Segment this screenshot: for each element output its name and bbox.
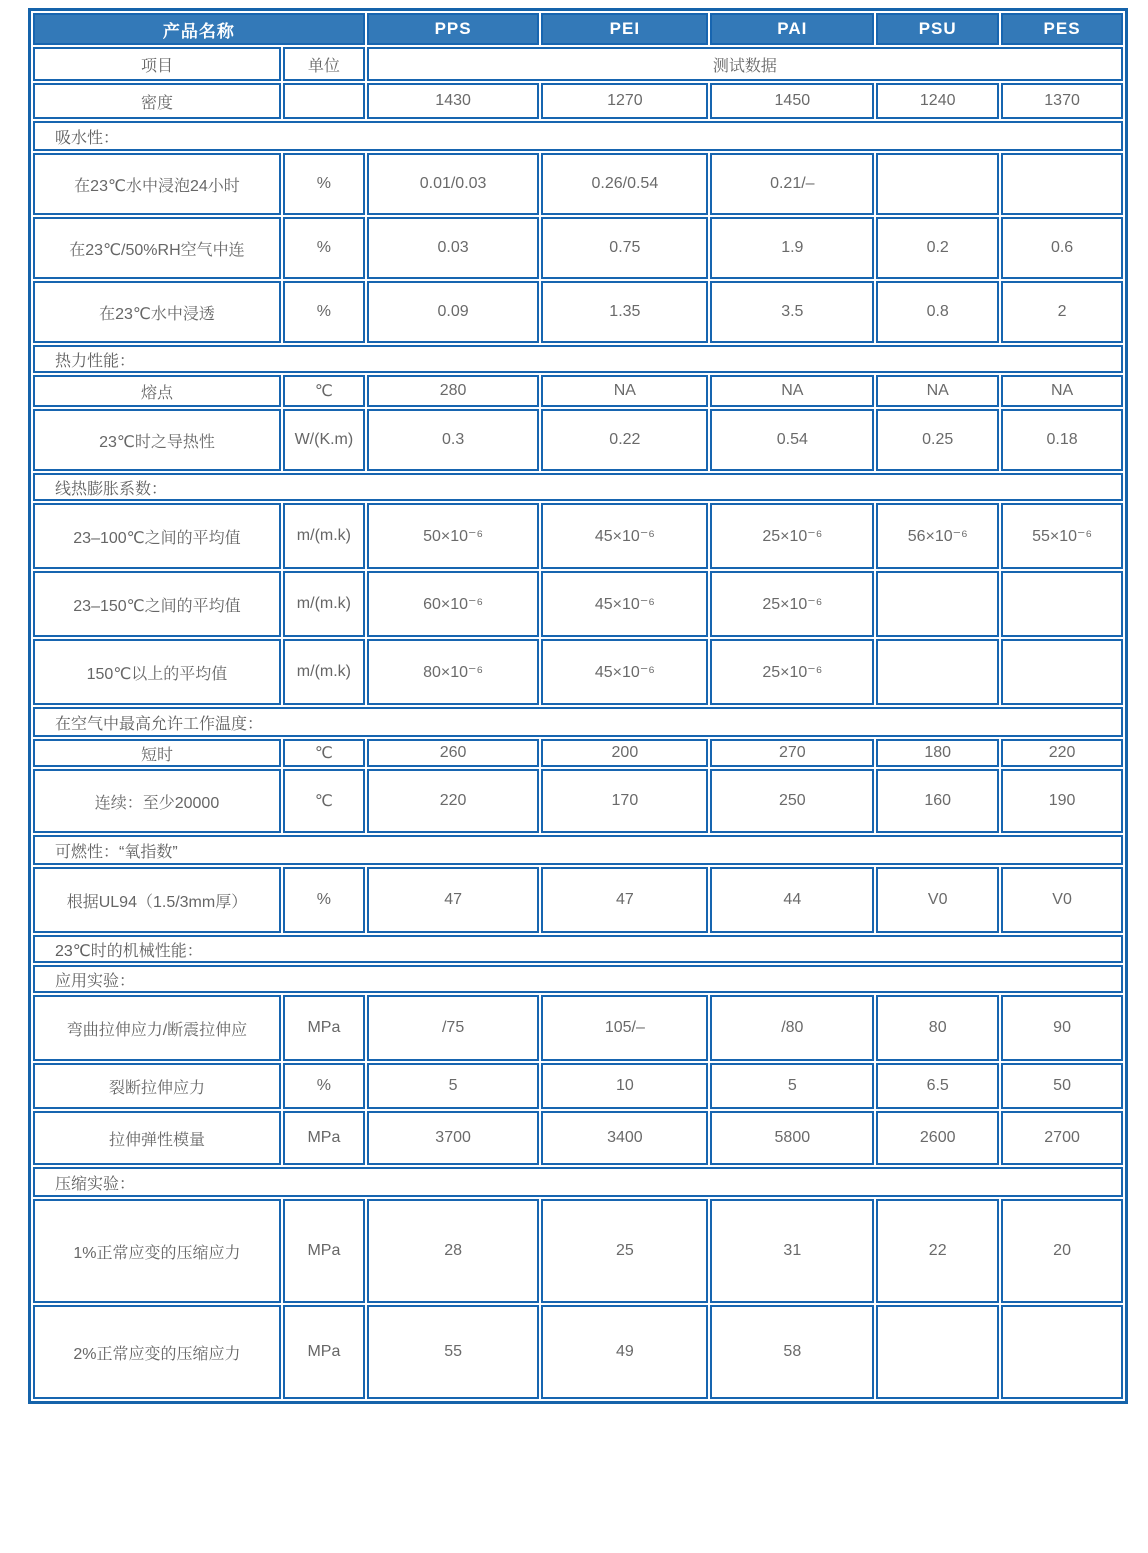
value-cell bbox=[1001, 639, 1123, 705]
table-header-row bbox=[33, 13, 1123, 45]
value-cell: 44 bbox=[710, 867, 874, 933]
row-label-cell: 23℃时之导热性 bbox=[33, 409, 281, 471]
table-row-short-term bbox=[33, 739, 1123, 767]
row-label-cell: 在23℃/50%RH空气中连 bbox=[33, 217, 281, 279]
value-cell: 220 bbox=[1001, 739, 1123, 767]
table-row-expansion-23-100 bbox=[33, 503, 1123, 569]
value-cell: 260 bbox=[367, 739, 539, 767]
value-cell: 0.54 bbox=[710, 409, 874, 471]
value-cell: 270 bbox=[710, 739, 874, 767]
value-cell: NA bbox=[1001, 375, 1123, 407]
value-cell: 220 bbox=[367, 769, 539, 833]
unit-cell: MPa bbox=[283, 995, 365, 1061]
section-row bbox=[33, 473, 1123, 501]
value-cell: 25 bbox=[541, 1199, 708, 1303]
column-header-pei: PEI bbox=[541, 13, 708, 45]
value-cell: 25×10⁻⁶ bbox=[710, 571, 874, 637]
value-cell: 0.2 bbox=[876, 217, 999, 279]
value-cell: 2700 bbox=[1001, 1111, 1123, 1165]
value-cell: 1.9 bbox=[710, 217, 874, 279]
value-cell: 1.35 bbox=[541, 281, 708, 343]
section-flammability: 可燃性：“氧指数” bbox=[33, 835, 1123, 865]
value-cell: 0.22 bbox=[541, 409, 708, 471]
value-cell: /75 bbox=[367, 995, 539, 1061]
value-cell bbox=[1001, 571, 1123, 637]
value-cell: 45×10⁻⁶ bbox=[541, 571, 708, 637]
value-cell: 25×10⁻⁶ bbox=[710, 503, 874, 569]
value-cell: 31 bbox=[710, 1199, 874, 1303]
row-label-cell: 2%正常应变的压缩应力 bbox=[33, 1305, 281, 1399]
table-row-expansion-23-150 bbox=[33, 571, 1123, 637]
value-cell: 45×10⁻⁶ bbox=[541, 639, 708, 705]
section-application-test: 应用实验： bbox=[33, 965, 1123, 993]
value-cell: 280 bbox=[367, 375, 539, 407]
unit-cell: m/(m.k) bbox=[283, 639, 365, 705]
value-cell: 250 bbox=[710, 769, 874, 833]
table-row-ul94 bbox=[33, 867, 1123, 933]
value-cell: 49 bbox=[541, 1305, 708, 1399]
unit-cell: MPa bbox=[283, 1199, 365, 1303]
value-cell: 1450 bbox=[710, 83, 874, 119]
unit-cell: MPa bbox=[283, 1111, 365, 1165]
row-label-cell: 拉伸弹性模量 bbox=[33, 1111, 281, 1165]
value-cell: 5 bbox=[710, 1063, 874, 1109]
table-row-bending-tensile bbox=[33, 995, 1123, 1061]
value-cell: 0.09 bbox=[367, 281, 539, 343]
section-linear-thermal-expansion: 线热膨胀系数： bbox=[33, 473, 1123, 501]
value-cell: 90 bbox=[1001, 995, 1123, 1061]
column-header-product-name: 产品名称 bbox=[33, 13, 365, 45]
value-cell bbox=[1001, 1305, 1123, 1399]
value-cell: 0.18 bbox=[1001, 409, 1123, 471]
table-row-tensile-modulus bbox=[33, 1111, 1123, 1165]
value-cell bbox=[876, 639, 999, 705]
unit-cell: % bbox=[283, 153, 365, 215]
value-cell: /80 bbox=[710, 995, 874, 1061]
table-row-break-tensile bbox=[33, 1063, 1123, 1109]
section-row bbox=[33, 835, 1123, 865]
value-cell: 55 bbox=[367, 1305, 539, 1399]
value-cell: 80 bbox=[876, 995, 999, 1061]
value-cell: 0.26/0.54 bbox=[541, 153, 708, 215]
section-row bbox=[33, 121, 1123, 151]
row-label-cell: 1%正常应变的压缩应力 bbox=[33, 1199, 281, 1303]
row-label-cell: 在23℃水中浸透 bbox=[33, 281, 281, 343]
section-row bbox=[33, 965, 1123, 993]
value-cell bbox=[876, 571, 999, 637]
unit-cell: m/(m.k) bbox=[283, 571, 365, 637]
row-label-cell: 23–100℃之间的平均值 bbox=[33, 503, 281, 569]
value-cell: 0.01/0.03 bbox=[367, 153, 539, 215]
unit-cell: ℃ bbox=[283, 769, 365, 833]
table-subheader-row bbox=[33, 47, 1123, 81]
column-header-pps: PPS bbox=[367, 13, 539, 45]
value-cell: 55×10⁻⁶ bbox=[1001, 503, 1123, 569]
value-cell: 58 bbox=[710, 1305, 874, 1399]
table-row-compression-1pct bbox=[33, 1199, 1123, 1303]
value-cell: 170 bbox=[541, 769, 708, 833]
unit-cell: ℃ bbox=[283, 375, 365, 407]
value-cell: 200 bbox=[541, 739, 708, 767]
value-cell: 2600 bbox=[876, 1111, 999, 1165]
value-cell: 56×10⁻⁶ bbox=[876, 503, 999, 569]
table-row-water-immersion bbox=[33, 281, 1123, 343]
row-label-cell: 根据UL94（1.5/3mm厚） bbox=[33, 867, 281, 933]
value-cell: 20 bbox=[1001, 1199, 1123, 1303]
value-cell: 5800 bbox=[710, 1111, 874, 1165]
subheader-item-cell: 项目 bbox=[33, 47, 281, 81]
section-water-absorption: 吸水性： bbox=[33, 121, 1123, 151]
table-row-density bbox=[33, 83, 1123, 119]
value-cell: 0.6 bbox=[1001, 217, 1123, 279]
value-cell: V0 bbox=[1001, 867, 1123, 933]
unit-cell bbox=[283, 83, 365, 119]
unit-cell: ℃ bbox=[283, 739, 365, 767]
unit-cell: MPa bbox=[283, 1305, 365, 1399]
value-cell: 50 bbox=[1001, 1063, 1123, 1109]
subheader-test-data-cell: 测试数据 bbox=[367, 47, 1123, 81]
value-cell: 3400 bbox=[541, 1111, 708, 1165]
section-row bbox=[33, 1167, 1123, 1197]
unit-cell: m/(m.k) bbox=[283, 503, 365, 569]
row-label-cell: 短时 bbox=[33, 739, 281, 767]
section-max-working-temperature: 在空气中最高允许工作温度： bbox=[33, 707, 1123, 737]
unit-cell: % bbox=[283, 1063, 365, 1109]
section-row bbox=[33, 707, 1123, 737]
table-row-expansion-above-150 bbox=[33, 639, 1123, 705]
value-cell: 47 bbox=[367, 867, 539, 933]
value-cell bbox=[876, 1305, 999, 1399]
value-cell: 45×10⁻⁶ bbox=[541, 503, 708, 569]
column-header-psu: PSU bbox=[876, 13, 999, 45]
column-header-pai: PAI bbox=[710, 13, 874, 45]
value-cell: 25×10⁻⁶ bbox=[710, 639, 874, 705]
value-cell: 22 bbox=[876, 1199, 999, 1303]
row-label-cell: 熔点 bbox=[33, 375, 281, 407]
value-cell: 60×10⁻⁶ bbox=[367, 571, 539, 637]
value-cell: 0.21/– bbox=[710, 153, 874, 215]
value-cell: 1270 bbox=[541, 83, 708, 119]
value-cell: 0.25 bbox=[876, 409, 999, 471]
value-cell: 47 bbox=[541, 867, 708, 933]
value-cell: 28 bbox=[367, 1199, 539, 1303]
table-row-compression-2pct bbox=[33, 1305, 1123, 1399]
value-cell: 0.75 bbox=[541, 217, 708, 279]
value-cell bbox=[1001, 153, 1123, 215]
section-thermal-performance: 热力性能： bbox=[33, 345, 1123, 373]
value-cell: 1240 bbox=[876, 83, 999, 119]
value-cell: 2 bbox=[1001, 281, 1123, 343]
value-cell: NA bbox=[876, 375, 999, 407]
value-cell: 6.5 bbox=[876, 1063, 999, 1109]
unit-cell: % bbox=[283, 867, 365, 933]
value-cell: 1430 bbox=[367, 83, 539, 119]
value-cell: 80×10⁻⁶ bbox=[367, 639, 539, 705]
column-header-pes: PES bbox=[1001, 13, 1123, 45]
table-row-rh-air bbox=[33, 217, 1123, 279]
row-label-cell: 150℃以上的平均值 bbox=[33, 639, 281, 705]
value-cell: V0 bbox=[876, 867, 999, 933]
value-cell: 3700 bbox=[367, 1111, 539, 1165]
section-row bbox=[33, 935, 1123, 963]
value-cell: 10 bbox=[541, 1063, 708, 1109]
value-cell: NA bbox=[541, 375, 708, 407]
row-label-cell: 密度 bbox=[33, 83, 281, 119]
unit-cell: W/(K.m) bbox=[283, 409, 365, 471]
value-cell: 190 bbox=[1001, 769, 1123, 833]
value-cell: 0.8 bbox=[876, 281, 999, 343]
row-label-cell: 弯曲拉伸应力/断震拉伸应 bbox=[33, 995, 281, 1061]
table-row-melting-point bbox=[33, 375, 1123, 407]
value-cell: NA bbox=[710, 375, 874, 407]
value-cell: 1370 bbox=[1001, 83, 1123, 119]
row-label-cell: 23–150℃之间的平均值 bbox=[33, 571, 281, 637]
material-properties-table bbox=[28, 8, 1128, 1404]
value-cell: 160 bbox=[876, 769, 999, 833]
value-cell: 5 bbox=[367, 1063, 539, 1109]
row-label-cell: 连续：至少20000 bbox=[33, 769, 281, 833]
value-cell: 180 bbox=[876, 739, 999, 767]
value-cell bbox=[876, 153, 999, 215]
section-row bbox=[33, 345, 1123, 373]
table-row-soak-24h bbox=[33, 153, 1123, 215]
row-label-cell: 裂断拉伸应力 bbox=[33, 1063, 281, 1109]
section-compression-test: 压缩实验： bbox=[33, 1167, 1123, 1197]
section-mechanical-properties: 23℃时的机械性能： bbox=[33, 935, 1123, 963]
value-cell: 0.03 bbox=[367, 217, 539, 279]
unit-cell: % bbox=[283, 217, 365, 279]
value-cell: 105/– bbox=[541, 995, 708, 1061]
subheader-unit-cell: 单位 bbox=[283, 47, 365, 81]
value-cell: 50×10⁻⁶ bbox=[367, 503, 539, 569]
table-row-continuous bbox=[33, 769, 1123, 833]
row-label-cell: 在23℃水中浸泡24小时 bbox=[33, 153, 281, 215]
value-cell: 3.5 bbox=[710, 281, 874, 343]
value-cell: 0.3 bbox=[367, 409, 539, 471]
table-row-thermal-conductivity bbox=[33, 409, 1123, 471]
unit-cell: % bbox=[283, 281, 365, 343]
